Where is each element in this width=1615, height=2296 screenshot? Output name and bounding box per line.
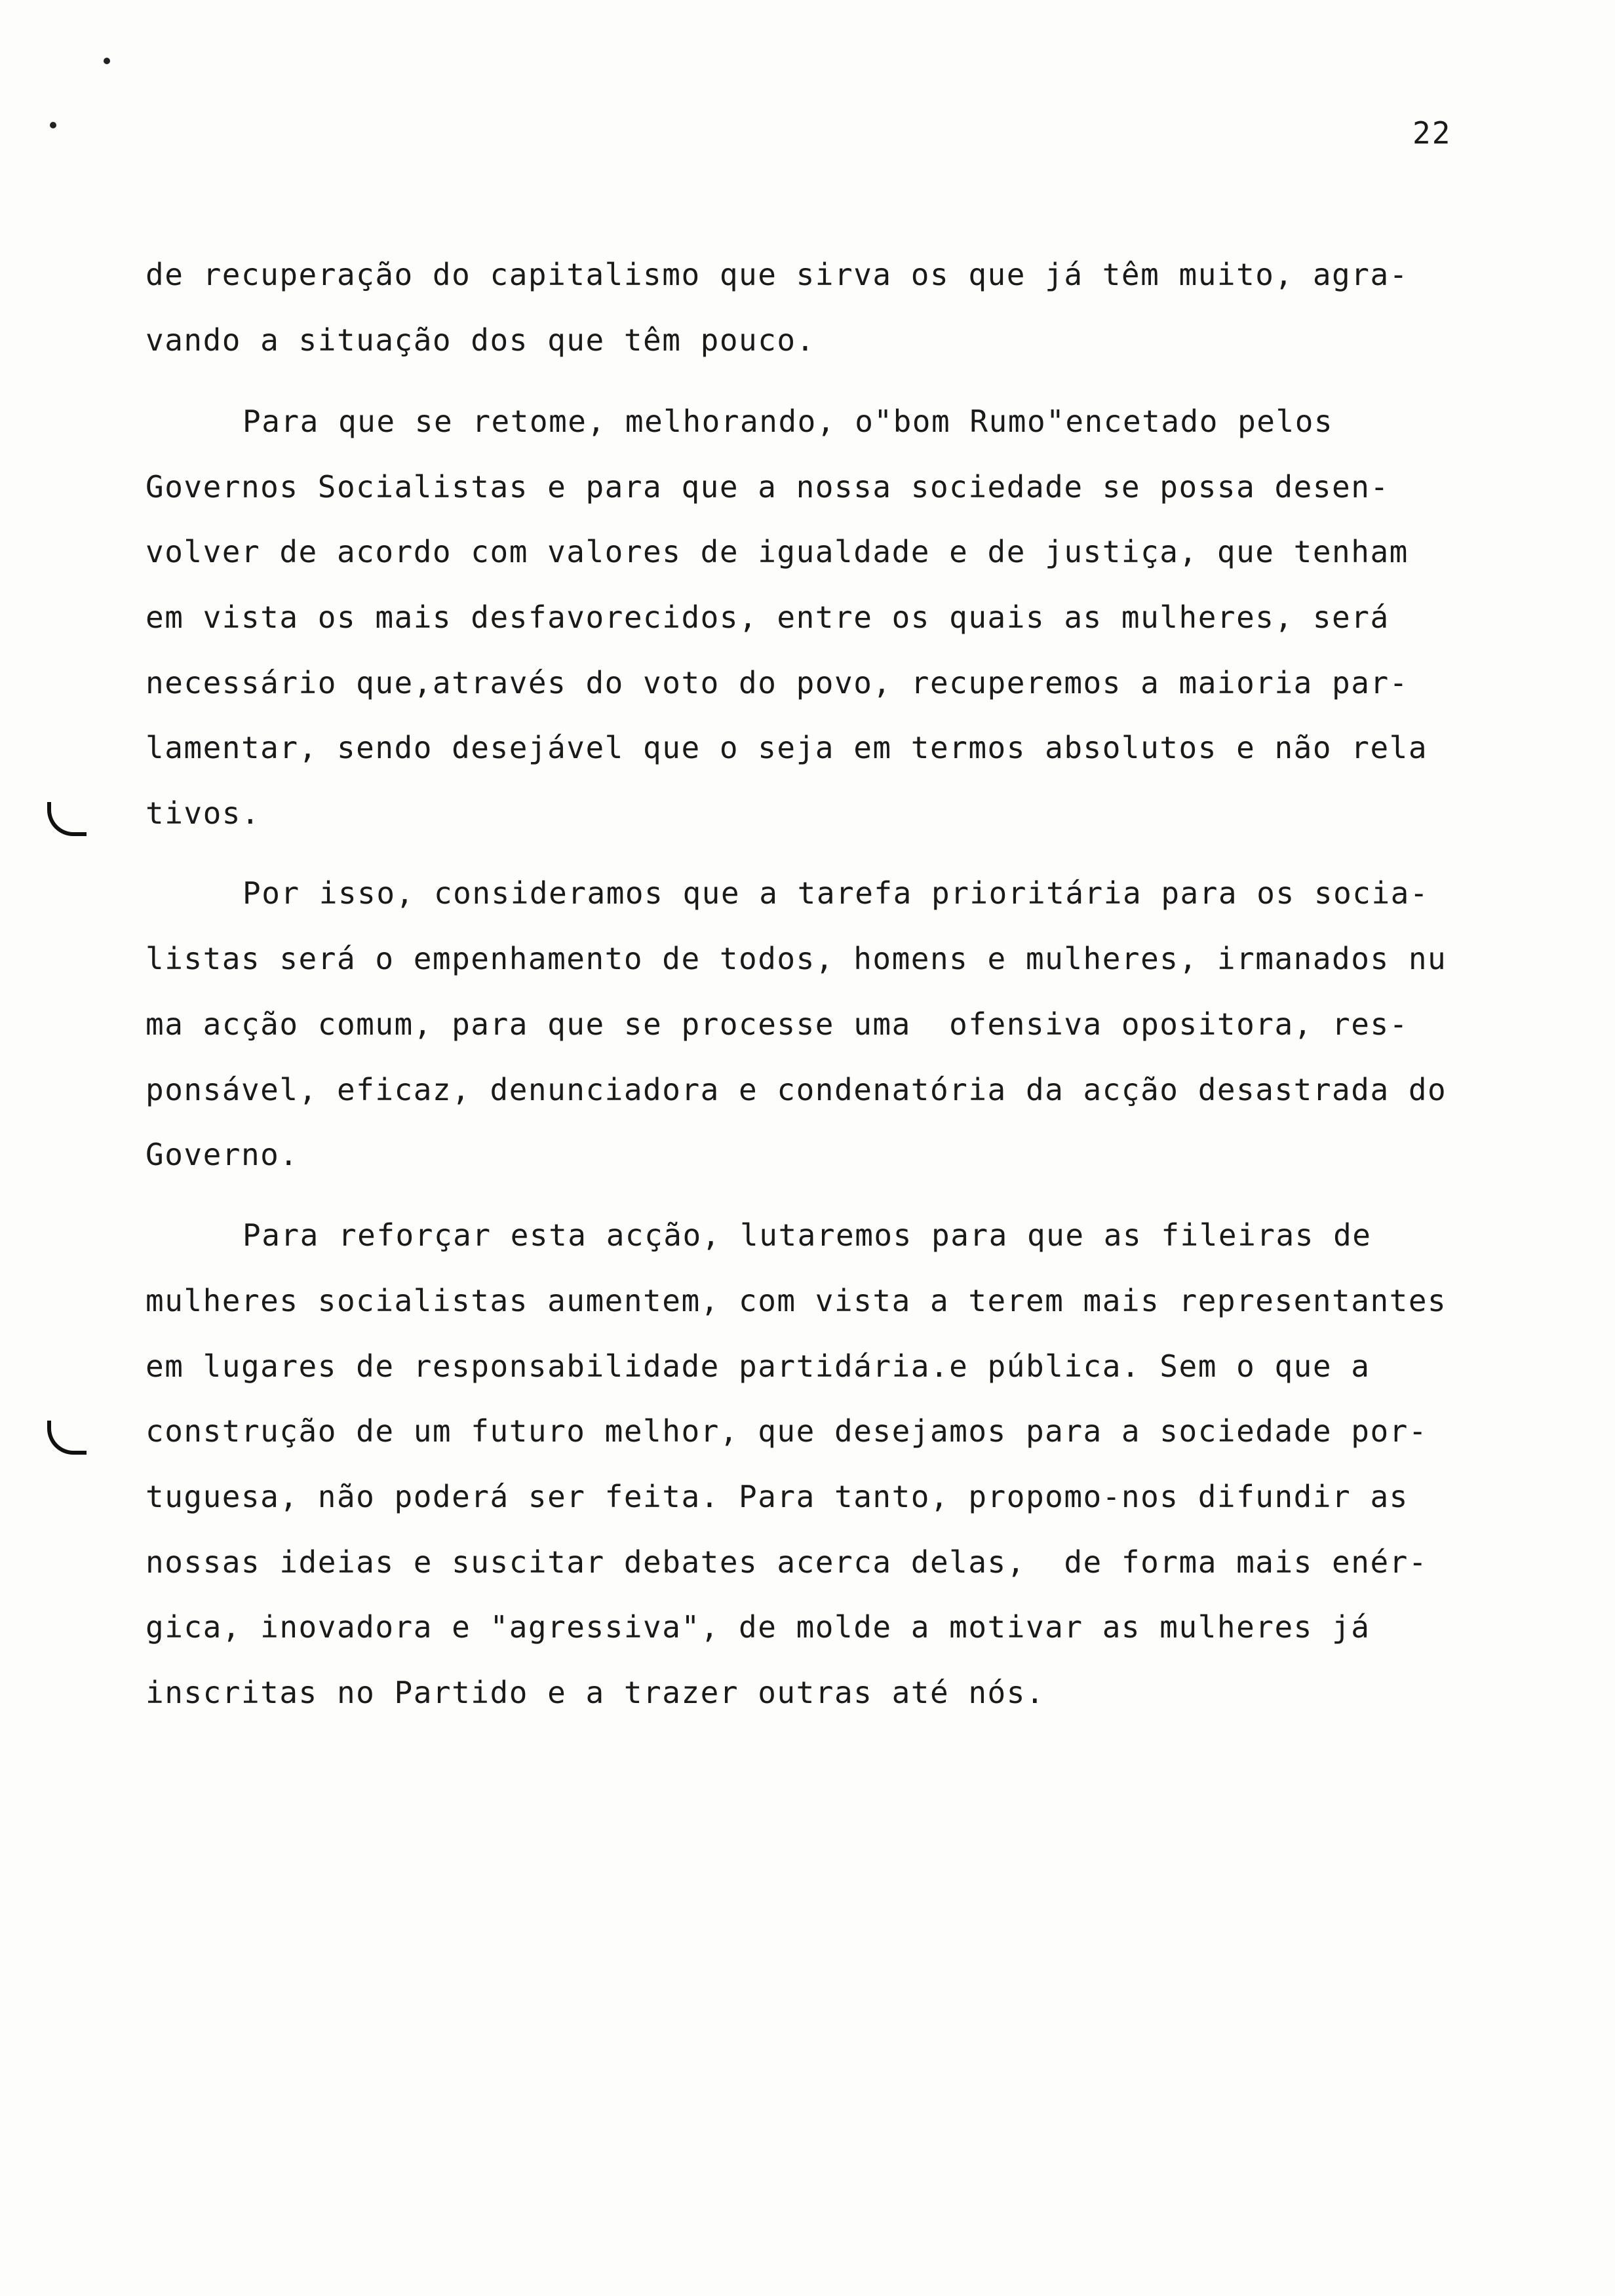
text-line: tivos.: [146, 795, 261, 831]
text-line: vando a situação dos que têm pouco.: [146, 322, 815, 358]
text-line: gica, inovadora e "agressiva", de molde a motivar as mulheres já: [146, 1609, 1371, 1645]
scan-speck: [50, 122, 56, 128]
text-line: ponsável, eficaz, denunciadora e condenatória da acção desastrada do: [146, 1072, 1447, 1107]
text-line: Para reforçar esta acção, lutaremos para que as fileiras de: [243, 1217, 1372, 1253]
text-line: lamentar, sendo desejável que o seja em termos absolutos e não rela: [146, 730, 1428, 765]
page-number: 22: [1412, 115, 1452, 151]
text-line: em vista os mais desfavorecidos, entre os quais as mulheres, será: [146, 600, 1390, 635]
text-line: necessário que,através do voto do povo, recuperemos a maioria par-: [146, 665, 1409, 700]
text-line: nossas ideias e suscitar debates acerca delas, de forma mais enér-: [146, 1544, 1428, 1580]
text-line: construção de um futuro melhor, que desejamos para a sociedade por-: [146, 1413, 1428, 1449]
text-line: de recuperação do capitalismo que sirva os que já têm muito, agra-: [146, 257, 1409, 292]
text-line: ma acção comum, para que se processe uma ofensiva opositora, res-: [146, 1006, 1409, 1042]
text-line: volver de acordo com valores de igualdade e de justiça, que tenham: [146, 534, 1409, 569]
text-line: Governo.: [146, 1137, 299, 1172]
text-line: Governos Socialistas e para que a nossa sociedade se possa desen-: [146, 469, 1390, 505]
text-line: Por isso, consideramos que a tarefa prioritária para os socia-: [243, 875, 1430, 911]
text-line: em lugares de responsabilidade partidária.e pública. Sem o que a: [146, 1349, 1371, 1384]
text-line: listas será o empenhamento de todos, homens e mulheres, irmanados nu: [146, 941, 1447, 976]
text-line: mulheres socialistas aumentem, com vista a terem mais representantes: [146, 1283, 1447, 1318]
binder-mark: [47, 1421, 87, 1455]
scan-speck: [104, 58, 110, 64]
text-line: inscritas no Partido e a trazer outras até nós.: [146, 1675, 1045, 1710]
binder-mark: [47, 802, 87, 836]
text-line: tuguesa, não poderá ser feita. Para tanto, propomo-nos difundir as: [146, 1479, 1409, 1514]
text-line: Para que se retome, melhorando, o"bom Rumo"encetado pelos: [243, 404, 1334, 439]
